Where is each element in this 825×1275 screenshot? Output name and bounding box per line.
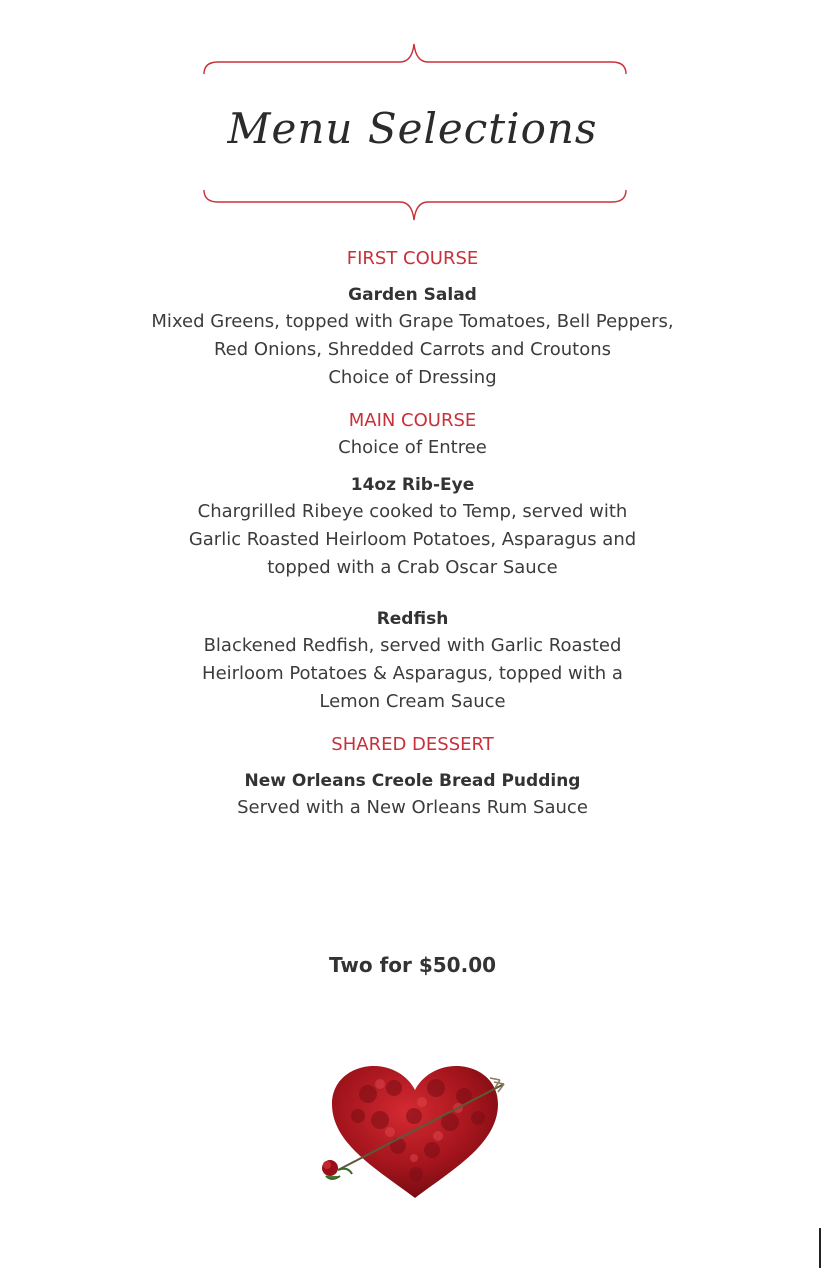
ribeye-desc-line: topped with a Crab Oscar Sauce: [267, 557, 558, 578]
bread-pudding-desc-line: Served with a New Orleans Rum Sauce: [237, 797, 588, 818]
dessert-heading: SHARED DESSERT: [331, 734, 494, 755]
first-course-heading: FIRST COURSE: [346, 248, 479, 269]
price-text: Two for $50.00: [328, 953, 497, 977]
redfish-desc-line: Blackened Redfish, served with Garlic Roasted: [203, 635, 622, 656]
top-bracket-ornament: [200, 38, 630, 78]
main-course-heading: MAIN COURSE: [348, 410, 477, 431]
scan-edge-mark: [819, 1228, 821, 1268]
ribeye-name: 14oz Rib-Eye: [350, 475, 475, 495]
garden-salad-name: Garden Salad: [348, 285, 477, 305]
redfish-name: Redfish: [376, 609, 449, 629]
redfish-desc-line: Lemon Cream Sauce: [319, 691, 506, 712]
bread-pudding-name: New Orleans Creole Bread Pudding: [244, 771, 581, 791]
page-title: Menu Selections: [227, 104, 598, 153]
ribeye-desc-line: Chargrilled Ribeye cooked to Temp, served with: [197, 501, 628, 522]
rose-heart-with-arrow-icon: [318, 1058, 513, 1208]
menu-content: [0, 246, 825, 822]
garden-salad-desc-line: Choice of Dressing: [328, 367, 497, 388]
garden-salad-desc-line: Mixed Greens, topped with Grape Tomatoes, Bell Peppers,: [151, 311, 674, 332]
main-course-subtitle: Choice of Entree: [338, 437, 487, 458]
ribeye-desc-line: Garlic Roasted Heirloom Potatoes, Asparagus and: [188, 529, 637, 550]
bottom-bracket-ornament: [200, 186, 630, 226]
redfish-desc-line: Heirloom Potatoes & Asparagus, topped with a: [202, 663, 623, 684]
garden-salad-desc-line: Red Onions, Shredded Carrots and Croutons: [213, 339, 612, 360]
